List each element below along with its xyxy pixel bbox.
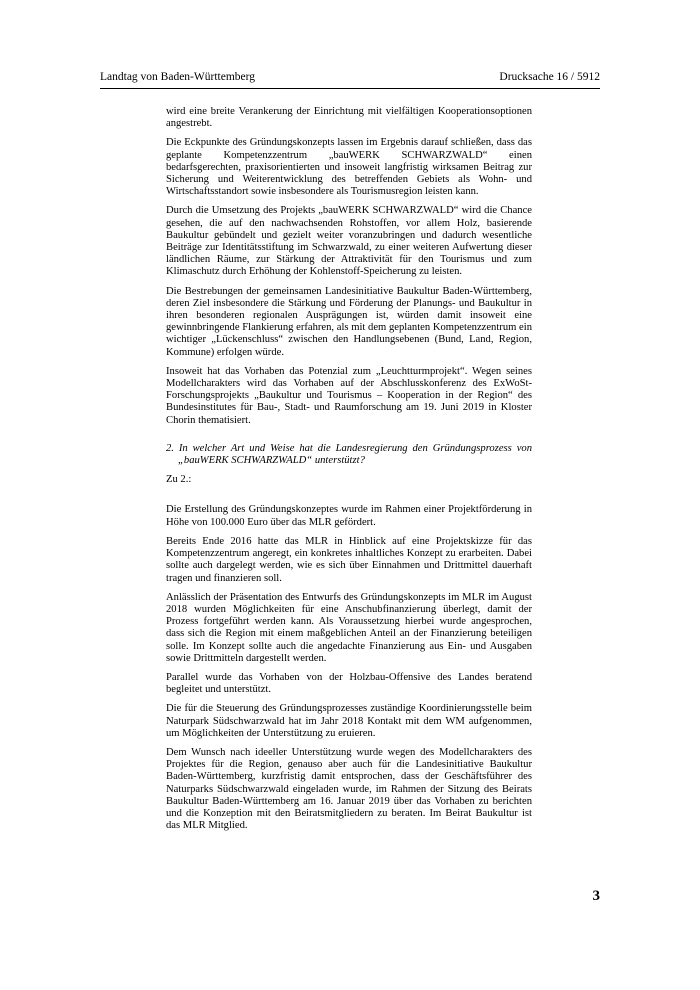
header-rule <box>100 88 600 89</box>
paragraph: Die Erstellung des Gründungskonzeptes wurde im Rahmen einer Projektförderung in Höhe von 100.000 Euro über das MLR gefördert. <box>166 504 532 528</box>
header-document-number: Drucksache 16 / 5912 <box>499 71 600 83</box>
header-parliament: Landtag von Baden-Württemberg <box>100 71 255 83</box>
paragraph: Parallel wurde das Vorhaben von der Holzbau-Offensive des Landes beratend begleitet und unterstützt. <box>166 671 532 696</box>
paragraph: wird eine breite Verankerung der Einrichtung mit vielfältigen Kooperationsoptionen angestrebt. <box>166 106 532 130</box>
question-2: 2. In welcher Art und Weise hat die Landesregierung den Gründungsprozess von „bauWERK SCHWARZWALD“ unterstützt? <box>166 442 532 467</box>
paragraph: Anlässlich der Präsentation des Entwurfs des Gründungskonzepts im MLR im August 2018 wurden Möglichkeiten für eine Anschubfinanzierung überlegt, damit der Prozess fortgeführt werden kann. Als Voraussetzung hierbei wurde angesprochen, dass sich die Region mit einem maßgeblichen Anteil an der Finanzierung beteiligen solle. Im Konzept sollte auch die angedachte Finanzierung aus Ein- und Ausgaben sowie Drittmitteln dargestellt werden. <box>166 591 532 664</box>
page-number: 3 <box>592 888 600 904</box>
page-header <box>100 70 600 88</box>
paragraph: Die für die Steuerung des Gründungsprozesses zuständige Koordinierungsstelle beim Naturpark Südschwarzwald hat im Jahr 2018 Kontakt mit dem WM aufgenommen, um Möglichkeiten der Unterstützung zu eruieren. <box>166 703 532 739</box>
page-body <box>166 106 532 839</box>
paragraph: Durch die Umsetzung des Projekts „bauWERK SCHWARZWALD“ wird die Chance gesehen, die auf den nachwachsenden Rohstoffen, vor allem Holz, basierende Baukultur gebündelt und gezielt weiter voranzubringen und dadurch wesentliche Beiträge zur Identitätsstiftung im Schwarzwald, zu einer weiteren Aufwertung dieser ländlichen Räume, zur Stärkung der Attraktivität für den Tourismus und zum Klimaschutz durch Erhöhung der Kohlenstoff-Speicherung zu leisten. <box>166 205 532 278</box>
answer-label: Zu 2.: <box>166 474 192 486</box>
paragraph: Bereits Ende 2016 hatte das MLR in Hinblick auf eine Projektskizze für das Kompetenzzentrum angeregt, ein konkretes inhaltliches Konzept zu erarbeiten. Dabei sollte auch dargelegt werden, wie es sich über Einnahmen und Drittmittel dauerhaft tragen und finanzieren soll. <box>166 535 532 584</box>
paragraph: Die Bestrebungen der gemeinsamen Landesinitiative Baukultur Baden-Württemberg, deren Ziel insbesondere die Stärkung und Förderung der Planungs- und Baukultur in ihren besonderen regionalen Ausprägungen ist, würden damit insoweit eine gewinnbringende Flankierung erfahren, als mit dem geplanten Kompetenzzentrum ein wichtiger „Lückenschluss“ zwischen den Handlungsebenen (Bund, Land, Region, Kommune) erfolgen würde. <box>166 285 532 358</box>
paragraph: Insoweit hat das Vorhaben das Potenzial zum „Leuchtturmprojekt“. Wegen seines Modellcharakters wird das Vorhaben auf der Abschlusskonferenz des ExWoSt-Forschungsprojekts „Baukultur und Tourismus – Kooperation in der Region“ des Bundesinstitutes für Bau-, Stadt- und Raumforschung am 19. Juni 2019 in Kloster Chorin thematisiert. <box>166 365 532 426</box>
paragraph: Die Eckpunkte des Gründungskonzepts lassen im Ergebnis darauf schließen, dass das geplante Kompetenzzentrum „bauWERK SCHWARZWALD“ einen bedarfsgerechten, praxisorientierten und insoweit langfristig wirksamen Beitrag zur Sicherung und Weiterentwicklung des betreffenden Gebiets als Wohn- und Wirtschaftsstandort sowie insbesondere als Tourismusregion leisten kann. <box>166 137 532 198</box>
paragraph: Dem Wunsch nach ideeller Unterstützung wurde wegen des Modellcharakters des Projektes für die Region, genauso aber auch für die Landesinitiative Baukultur Baden-Württemberg, kurzfristig damit entsprochen, dass der Geschäftsführer des Naturparks Südschwarzwald eingeladen wurde, im Rahmen der Sitzung des Beirats Baukultur Baden-Württemberg am 16. Januar 2019 über das Vorhaben zu berichten und die Konzeption mit den Beiratsmitgliedern zu beraten. Im Beirat Baukultur ist das MLR Mitglied. <box>166 746 532 832</box>
